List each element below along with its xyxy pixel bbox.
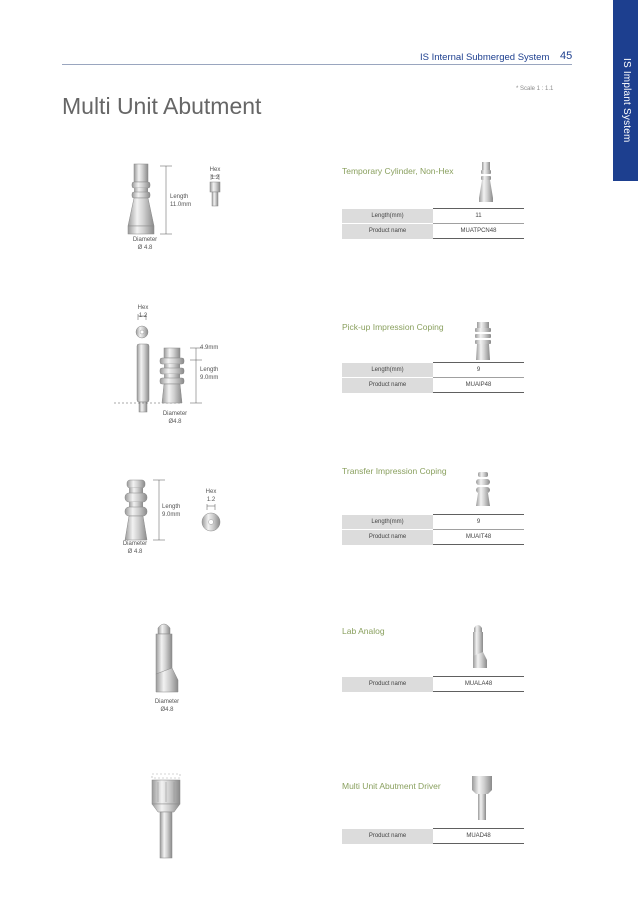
spec-value: MUATPCN48 <box>433 224 524 239</box>
transfer-coping-thumbnail <box>472 470 494 510</box>
hex-label: Hex 1.2 <box>209 167 221 181</box>
sidebar-label: IS Implant System <box>621 58 632 143</box>
length-label: Length 9.0mm <box>162 504 181 518</box>
sidebar-tab <box>613 0 638 181</box>
diameter-label: Diameter Ø 4.8 <box>122 541 148 555</box>
product-spec-table <box>342 514 524 545</box>
hex-label: Hex 1.2 <box>205 489 217 503</box>
temporary-cylinder-thumbnail <box>477 160 497 206</box>
diameter-label: Diameter Ø4.8 <box>162 411 188 425</box>
spec-value: 9 <box>433 363 524 378</box>
product-spec-table <box>342 362 524 393</box>
product-spec-table <box>342 828 524 844</box>
spec-value: MUALA48 <box>433 677 524 692</box>
page-number: 45 <box>560 50 573 62</box>
spec-key: Length(mm) <box>342 363 433 378</box>
spec-key: Product name <box>342 530 433 545</box>
pickup-coping-thumbnail <box>470 320 496 364</box>
product-spec-table <box>342 676 524 692</box>
spec-value: MUAIP48 <box>433 378 524 393</box>
spec-value: 9 <box>433 515 524 530</box>
lab-analog-diagram <box>148 620 188 700</box>
driver-diagram <box>146 772 186 862</box>
product-title: Multi Unit Abutment Driver <box>342 781 441 791</box>
spec-key: Length(mm) <box>342 515 433 530</box>
product-title: Transfer Impression Coping <box>342 466 447 476</box>
product-spec-table <box>342 208 524 239</box>
product-title: Pick-up Impression Coping <box>342 322 444 332</box>
driver-thumbnail <box>470 774 494 822</box>
spec-key: Length(mm) <box>342 209 433 224</box>
spec-key: Product name <box>342 677 433 692</box>
header-system-name: IS Internal Submerged System <box>420 52 550 63</box>
diameter-label: Diameter Ø4.8 <box>154 699 180 713</box>
spec-key: Product name <box>342 224 433 239</box>
page-title: Multi Unit Abutment <box>62 93 262 119</box>
header-divider <box>62 64 572 65</box>
spec-key: Product name <box>342 829 433 844</box>
length-label: Length 11.0mm <box>170 194 192 208</box>
lab-analog-thumbnail <box>468 622 492 670</box>
top-height-label: 4.9mm <box>200 345 219 351</box>
hex-label: Hex 1.2 <box>137 305 149 319</box>
product-title: Temporary Cylinder, Non-Hex <box>342 166 454 176</box>
spec-value: 11 <box>433 209 524 224</box>
spec-key: Product name <box>342 378 433 393</box>
spec-value: MUAD48 <box>433 829 524 844</box>
spec-value: MUAIT48 <box>433 530 524 545</box>
diameter-label: Diameter Ø 4.8 <box>132 237 158 251</box>
product-title: Lab Analog <box>342 626 385 636</box>
scale-note: * Scale 1 : 1.1 <box>516 86 554 92</box>
length-label: Length 9.0mm <box>200 367 219 381</box>
